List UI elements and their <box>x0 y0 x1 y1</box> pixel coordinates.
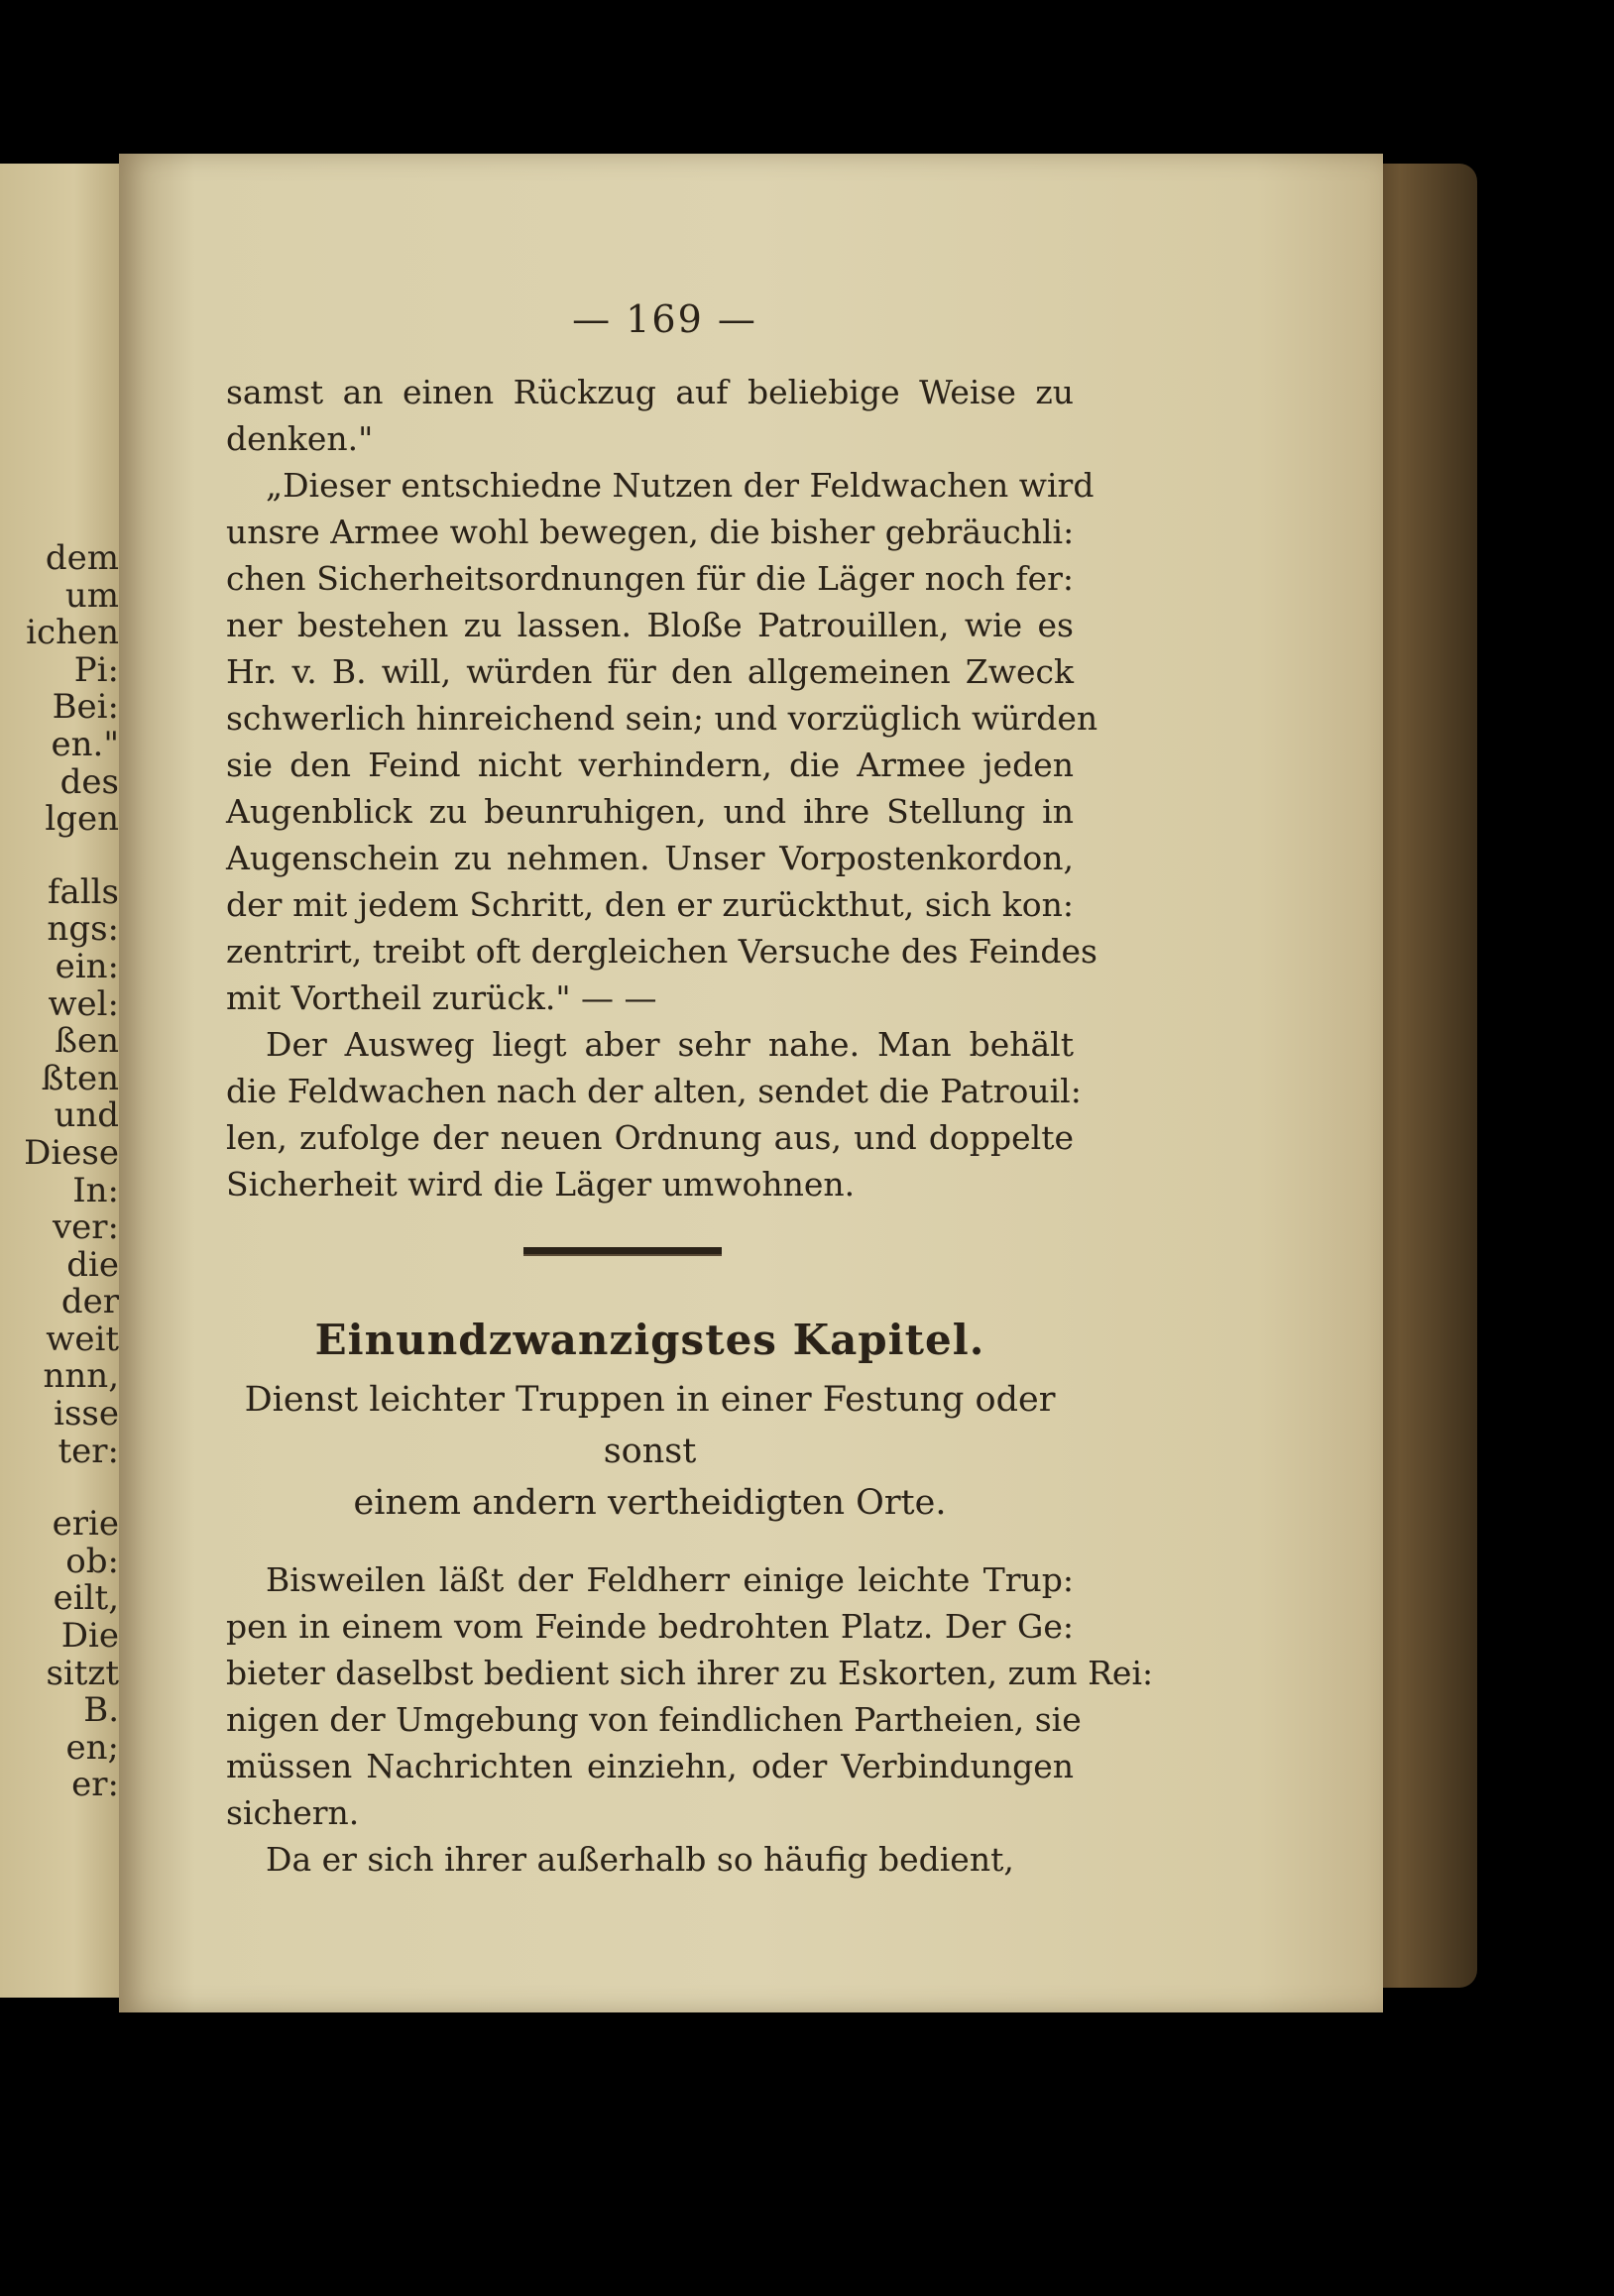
text-line: mit Vortheil zurück." — — <box>226 978 657 1017</box>
left-page-fragment: falls <box>47 871 119 912</box>
left-page-fragment: In: <box>72 1170 119 1210</box>
left-page-fragment: isse <box>54 1394 119 1435</box>
left-page-fragment: ob: <box>65 1541 119 1581</box>
left-page-fragment: weit <box>46 1319 119 1359</box>
left-page-gap <box>2 1470 119 1506</box>
left-page-fragment: um <box>64 575 119 616</box>
left-page-fragment: des <box>59 761 119 802</box>
left-page-text-fragments <box>2 540 119 1804</box>
left-page-gap <box>2 839 119 874</box>
text-line: Der Ausweg liegt aber sehr nahe. Man behält <box>266 1025 1074 1064</box>
left-page-fragment: ver: <box>52 1207 119 1248</box>
left-page-fragment: die <box>66 1244 119 1285</box>
left-page-fragment: und <box>54 1095 119 1136</box>
paragraph-4 <box>226 1556 1154 1836</box>
left-page-fragment: en." <box>51 724 119 764</box>
left-page-fragment: ßen <box>55 1021 119 1062</box>
left-page-fragment: Bei: <box>52 687 119 728</box>
text-line: „Dieser entschiedne Nutzen der Feldwachen wird <box>266 466 1095 505</box>
text-line: denken." <box>226 419 374 458</box>
text-line: zentrirt, treibt oft dergleichen Versuche des Feindes <box>226 932 1097 971</box>
left-page-fragment: sitzt <box>46 1653 119 1693</box>
page-number: — 169 — <box>572 297 757 341</box>
chapter-heading: Einundzwanzigstes Kapitel. <box>314 1316 985 1364</box>
text-line: bieter daselbst bedient sich ihrer zu Eskorten, zum Rei: <box>226 1654 1154 1692</box>
text-line: die Feldwachen nach der alten, sendet die Patrouil: <box>226 1072 1082 1110</box>
text-line: schwerlich hinreichend sein; und vorzüglich würden <box>226 699 1098 738</box>
left-page-fragment: nnn, <box>43 1356 119 1397</box>
text-line: unsre Armee wohl bewegen, die bisher gebräuchli: <box>226 513 1075 551</box>
left-page-fragment: lgen <box>45 799 119 840</box>
text-line: pen in einem vom Feinde bedrohten Platz. Der Ge: <box>226 1607 1074 1646</box>
left-page <box>0 164 124 1998</box>
text-line: der mit jedem Schritt, den er zurückthut, sich kon: <box>226 885 1074 924</box>
text-line: nigen der Umgebung von feindlichen Partheien, sie <box>226 1700 1082 1739</box>
left-page-fragment: er: <box>71 1765 119 1805</box>
text-line: Da er sich ihrer außerhalb so häufig bedient, <box>266 1840 1014 1879</box>
text-line: Sicherheit wird die Läger umwohnen. <box>226 1165 856 1204</box>
left-page-fragment: ngs: <box>47 909 119 950</box>
left-page-fragment: dem <box>45 538 119 578</box>
left-page-fragment: Diese <box>24 1132 119 1173</box>
paragraph-1 <box>226 369 1074 462</box>
page-content <box>226 297 1154 1883</box>
left-page-fragment: en; <box>65 1727 119 1768</box>
text-line: ner bestehen zu lassen. Bloße Patrouillen, wie es <box>226 606 1074 644</box>
left-page-fragment: ein: <box>55 946 119 986</box>
left-page-fragment: der <box>60 1282 119 1322</box>
text-line: Augenschein zu nehmen. Unser Vorpostenkordon, <box>226 839 1074 877</box>
left-page-fragment: Die <box>60 1616 119 1657</box>
text-line: Augenblick zu beunruhigen, und ihre Stellung in <box>226 792 1074 831</box>
text-line: Hr. v. B. will, würden für den allgemeinen Zweck <box>226 652 1074 691</box>
subheading-line: Dienst leichter Truppen in einer Festung oder sonst <box>244 1380 1056 1471</box>
paragraph-2 <box>226 462 1098 1021</box>
left-page-fragment: ßten <box>41 1058 119 1098</box>
left-page-fragment: erie <box>52 1504 119 1545</box>
paragraph-5 <box>226 1836 1074 1883</box>
subheading-line: einem andern vertheidigten Orte. <box>353 1483 947 1523</box>
text-line: sie den Feind nicht verhindern, die Armee jeden <box>226 746 1074 784</box>
section-divider-rule <box>523 1247 722 1256</box>
left-page-fragment: ichen <box>26 613 119 653</box>
left-page-fragment: Pi: <box>73 649 119 690</box>
text-line: Bisweilen läßt der Feldherr einige leichte Trup: <box>266 1560 1074 1599</box>
left-page-fragment: eilt, <box>53 1578 119 1619</box>
chapter-subheading <box>226 1374 1074 1529</box>
left-page-fragment: wel: <box>48 983 119 1024</box>
text-line: müssen Nachrichten einziehn, oder Verbindungen <box>226 1747 1074 1785</box>
text-line: samst an einen Rückzug auf beliebige Weise zu <box>226 373 1074 411</box>
left-page-fragment: ter: <box>58 1431 119 1471</box>
text-line: chen Sicherheitsordnungen für die Läger noch fer: <box>226 559 1074 598</box>
left-page-fragment: B. <box>83 1690 119 1731</box>
paragraph-3 <box>226 1021 1082 1207</box>
text-line: sichern. <box>226 1793 360 1832</box>
text-line: len, zufolge der neuen Ordnung aus, und doppelte <box>226 1118 1074 1157</box>
